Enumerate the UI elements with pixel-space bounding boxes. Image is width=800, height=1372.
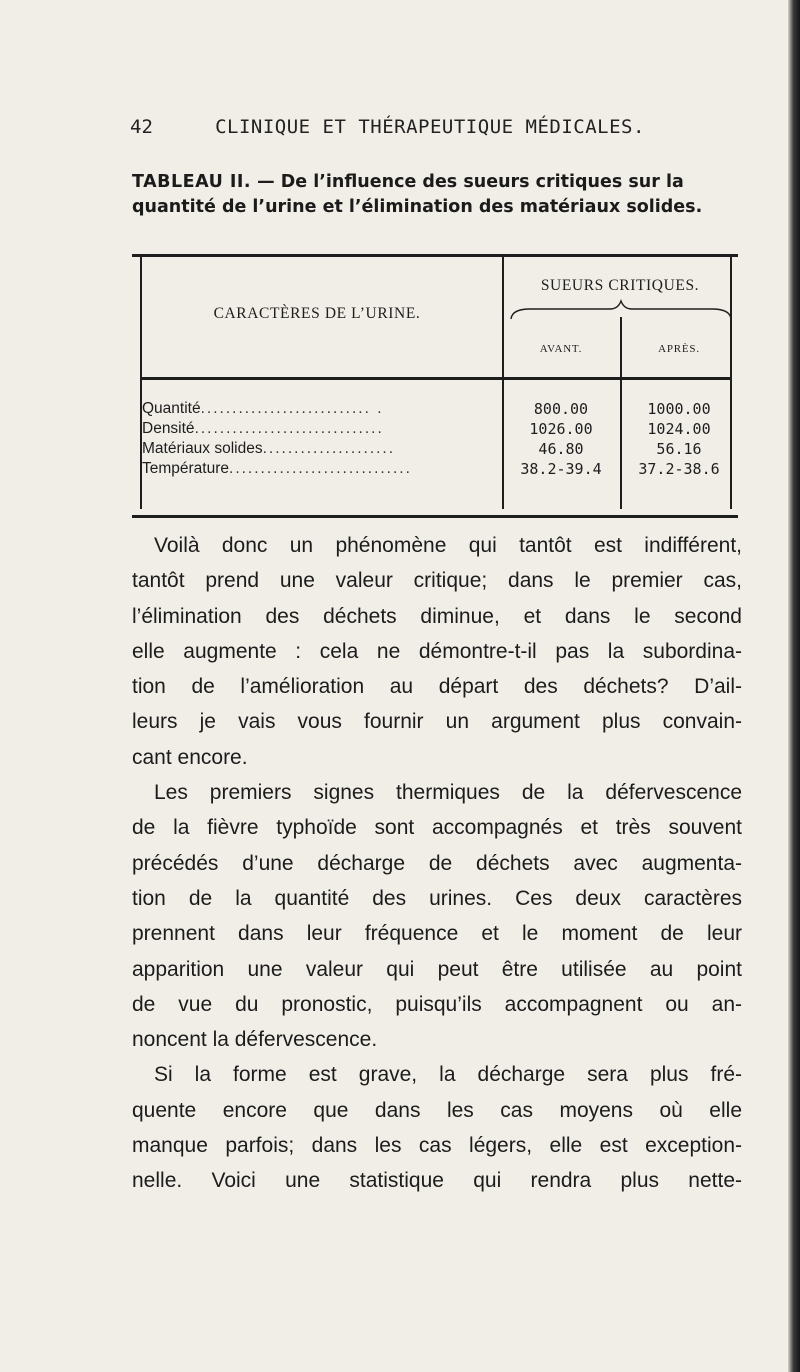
text-line: apparition une valeur qui peut être utilisée au point [132,957,742,981]
leader-dots: ..................... [262,440,396,457]
row-label: Matériaux solides [142,440,263,457]
text-line: quente encore que dans les cas moyens où elle [132,1098,742,1122]
table-row [132,420,738,440]
value-after: 56.16 [656,440,702,458]
body-text [132,528,742,1199]
leader-dots: .............................. [194,420,384,437]
value-after: 37.2-38.6 [638,460,720,478]
text-line: Si la forme est grave, la décharge sera plus fré- [154,1063,742,1087]
text-line: tion de l’amélioration au départ des déchets? D’ail- [132,675,742,699]
table-row [132,440,738,460]
text-line: noncent la défervescence. [132,1028,378,1052]
page-number: 42 [130,116,153,138]
subheader-before: AVANT. [539,343,583,355]
leader-dots: ............................. [229,460,412,477]
value-after: 1000.00 [647,400,711,418]
leader-dots: ........................... . [200,400,384,417]
subheader-after: APRÈS. [658,343,700,355]
value-before: 38.2-39.4 [520,460,602,478]
table-title-label: TABLEAU II. [132,172,252,192]
text-line: nelle. Voici une statistique qui rendra plus nette- [132,1169,742,1193]
page-header [130,116,730,142]
text-line: tion de la quantité des urines. Ces deux caractères [132,886,742,910]
value-before: 46.80 [538,440,584,458]
column-header-critical-sweats: SUEURS CRITIQUES. [540,277,700,294]
text-line: de vue du pronostic, puisqu’ils accompagnent ou an- [132,992,742,1016]
header-rule [140,377,732,380]
text-line: elle augmente : cela ne démontre-t-il pas la subordina- [132,639,742,663]
text-line: Les premiers signes thermiques de la défervescence [154,781,742,805]
table-title-rest: — De l’influence des sueurs critiques sur la [251,172,684,192]
grouping-brace [510,299,732,323]
text-line: tantôt prend une valeur critique; dans le premier cas, [132,569,742,593]
text-line: de la fièvre typhoïde sont accompagnés et très souvent [132,816,742,840]
value-before: 1026.00 [529,420,593,438]
value-after: 1024.00 [647,420,711,438]
text-line: manque parfois; dans les cas légers, elle est exception- [132,1134,742,1158]
page-edge-shadow [788,0,800,1372]
data-table [132,254,738,518]
row-label: Température [142,460,230,477]
text-line: prennent dans leur fréquence et le moment de leur [132,922,742,946]
text-line: cant encore. [132,745,248,769]
table-title [132,170,744,220]
text-line: l’élimination des déchets diminue, et dans le second [132,604,742,628]
text-line: leurs je vais vous fournir un argument plus convain- [132,710,742,734]
running-head: CLINIQUE ET THÉRAPEUTIQUE MÉDICALES. [215,116,645,138]
text-line: Voilà donc un phénomène qui tantôt est indifférent, [154,534,742,557]
row-label: Quantité [142,400,201,417]
table-title-line2: quantité de l’urine et l’élimination des matériaux solides. [132,197,703,217]
row-label: Densité [142,420,195,437]
table-row [132,400,738,420]
column-header-characteristics: CARACTÈRES DE L’URINE. [213,305,421,322]
table-row [132,460,738,480]
value-before: 800.00 [533,400,589,418]
text-line: précédés d’une décharge de déchets avec augmenta- [132,851,742,875]
